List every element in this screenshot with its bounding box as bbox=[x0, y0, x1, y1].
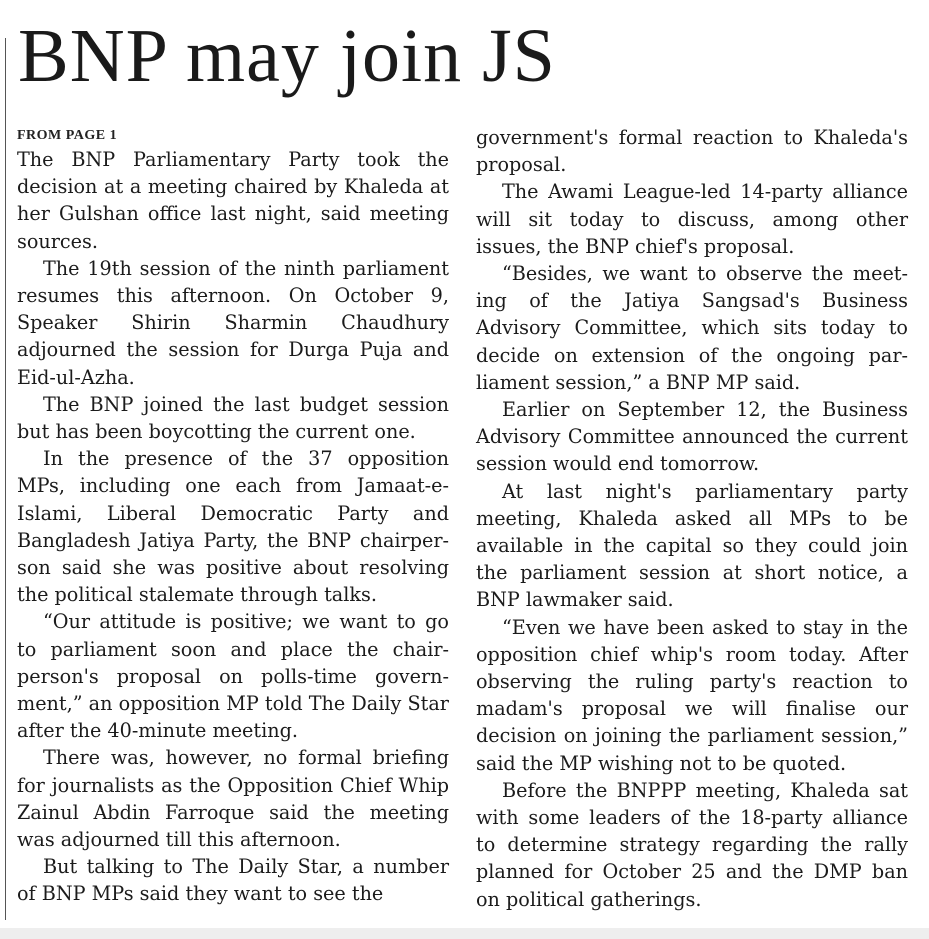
paragraph: There was, however, no formal briefing for journalists as the Opposition Chief Whip Zainul Abdin Farroque said the meeting was adjourned till this afternoon. bbox=[17, 746, 449, 852]
paragraph: “Even we have been asked to stay in the opposition chief whip's room today. After observing the ruling party's reaction to madam's proposal we will finalise our decision on joining the parliament session,” said the MP wishing not to be quoted. bbox=[476, 615, 908, 775]
headline: BNP may join JS bbox=[18, 14, 556, 98]
paragraph: government's formal reaction to Khaleda's proposal. bbox=[476, 126, 908, 177]
paragraph: At last night's parliamentary party meeting, Khaleda asked all MPs to be available in the capital so they could join the parliament session at short notice, a BNP lawmaker said. bbox=[476, 479, 908, 612]
article-column-1 bbox=[17, 124, 449, 908]
paragraph: The Awami League-led 14-party alliance will sit today to discuss, among other issues, the BNP chief's proposal. bbox=[476, 180, 908, 258]
paragraph: Before the BNPPP meeting, Khaleda sat with some leaders of the 18-party alliance to determine strategy regarding the rally planned for October 25 and the DMP ban on political gatherings. bbox=[476, 778, 908, 911]
paragraph: The 19th session of the ninth parliament resumes this afternoon. On October 9, Speaker Shirin Sharmin Chaudhury adjourned the session for Durga Puja and Eid-ul-Azha. bbox=[17, 256, 449, 389]
paragraph: But talking to The Daily Star, a number of BNP MPs said they want to see the bbox=[17, 855, 449, 906]
paragraph: “Our attitude is positive; we want to go to parliament soon and place the chairperson's proposal on polls-time government,” an opposition MP told The Daily Star after the 40-minute meeting. bbox=[17, 610, 449, 743]
paragraph: The BNP Parliamentary Party took the decision at a meeting chaired by Khaleda at her Gulshan office last night, said meeting sources. bbox=[17, 148, 449, 253]
paragraph: In the presence of the 37 opposition MPs, including one each from Jamaat-e-Islami, Liberal Democratic Party and Bangladesh Jatiya Party, the BNP chairperson said she was positive about resolving the political stalemate through talks. bbox=[17, 447, 449, 607]
kicker: FROM PAGE 1 bbox=[17, 128, 118, 143]
paragraph: The BNP joined the last budget session but has been boycotting the current one. bbox=[17, 392, 449, 444]
column-rule-left bbox=[5, 38, 6, 920]
article-column-2 bbox=[476, 124, 908, 913]
bottom-margin-band bbox=[0, 928, 929, 939]
paragraph: Earlier on September 12, the Business Advisory Committee announced the current session would end tomorrow. bbox=[476, 398, 908, 476]
paragraph: “Besides, we want to observe the meeting of the Jatiya Sangsad's Business Advisory Committee, which sits today to decide on extension of the ongoing parliament session,” a BNP MP said. bbox=[476, 262, 908, 394]
